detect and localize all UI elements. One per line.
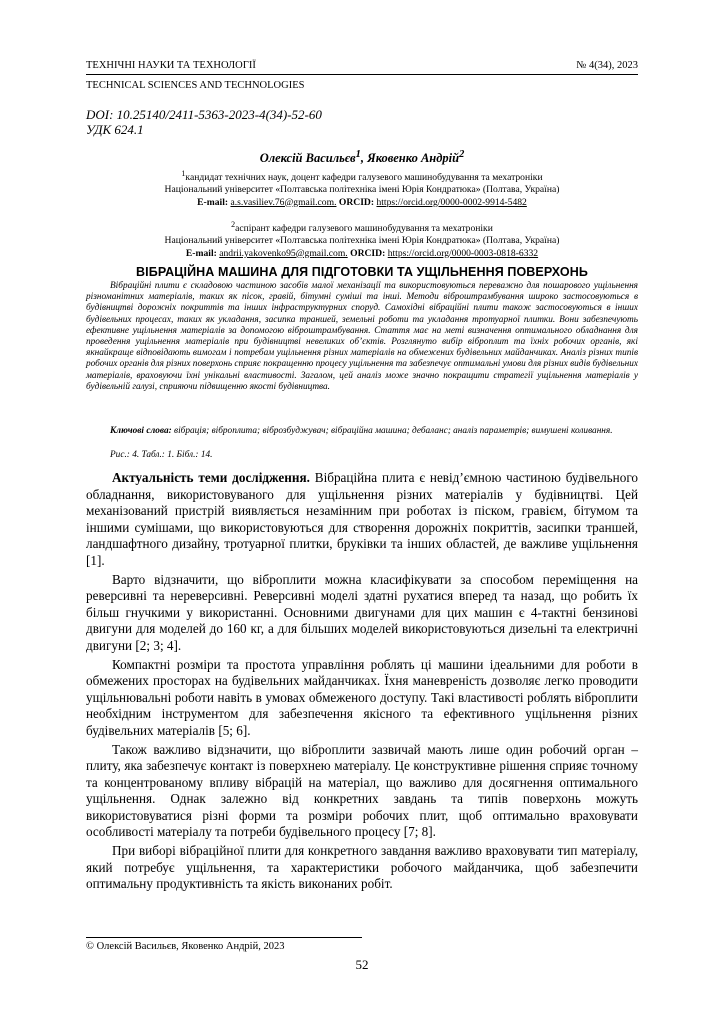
affiliation-2-position: аспірант кафедри галузевого машинобудування та мехатроніки	[235, 223, 493, 235]
affiliation-1-position: кандидат технічних наук, доцент кафедри галузевого машинобудування та мехатроніки	[185, 172, 543, 184]
copyright-footnote: © Олексій Васильєв, Яковенко Андрій, 2023	[86, 941, 285, 952]
running-header	[86, 60, 638, 91]
issue-number: № 4(34), 2023	[576, 60, 638, 71]
affiliation-2-orcid-link[interactable]: https://orcid.org/0000-0003-0818-6332	[387, 247, 539, 259]
paragraph-5: При виборі вібраційної плити для конкретного завдання важливо враховувати тип матеріалу, який потребує ущільнення, та характеристики робочого майданчика, щоб забезпечити оптимальну продуктивність та якість виконаних робіт.	[86, 843, 638, 892]
keywords-label: Ключові слова:	[110, 426, 172, 436]
affiliation-2-email-label: E-mail:	[185, 247, 217, 259]
author-2-sup: 2	[459, 149, 465, 160]
paragraph-1	[86, 470, 638, 570]
affiliation-2-email-link[interactable]: andrii.yakovenko95@gmail.com.	[219, 247, 348, 259]
paragraph-2: Варто відзначити, що віброплити можна класифікувати за способом переміщення на реверсивні та нереверсивні. Реверсивні моделі здатні рухатися вперед та назад, що робить їх більш гнучкими у використанні. Основними двигунами для цих машин є 4-тактні бензинові двигуни для моделей до 160 кг, а для більших моделей використовуються дизельні та електричні двигуни [2; 3; 4].	[86, 571, 638, 653]
author-1-sup: 1	[355, 149, 361, 160]
udc: УДК 624.1	[86, 122, 144, 137]
affiliation-1-orcid-link[interactable]: https://orcid.org/0000-0002-9914-5482	[376, 196, 527, 208]
paragraph-1-lead: Актуальність теми дослідження.	[112, 470, 310, 485]
figures-count: Рис.: 4. Табл.: 1. Бібл.: 14.	[110, 450, 213, 460]
article-body	[86, 470, 638, 895]
journal-title-en: TECHNICAL SCIENCES AND TECHNOLOGIES	[86, 80, 305, 91]
author-separator: ,	[360, 151, 368, 166]
abstract: Вібраційні плити є складовою частиною засобів малої механізації та використовуються переважно для пошарового ущільнення різноманітних матеріалів, таких як пісок, гравій, бітумні суміші та інші. Методи віброштрамбування широко застосовуються в будівництві дорожніх покриттів та інших інфраструктурних споруд. Самохідні вібраційні плити також застосовуються в інших будівельних процесах, таких як укладання, засипка траншей, земельні роботи та укладання тротуарної плитки. Вони забезпечують ефективне ущільнення матеріалів за допомогою віброштрамбування. Стаття має на меті визначення оптимального обладнання для проведення ущільнення матеріалів при будівництві невеликих об’єктів. Розглянуто вибір віброплит та їхніх робочих органів, які якнайкраще відповідають вимогам і потребам ущільнення різних матеріалів на обмежених будівельних майданчиках. Аналіз різних типів робочих органів для різних поверхонь сприяє покращенню процесу ущільнення та забезпечує оптимальні умови для різних видів будівельних матеріалів, враховуючи їхні унікальні властивості. Загалом, цей аналіз може значно покращити стратегії ущільнення матеріалів у будівельній галузі, сприяючи підвищенню якості будівництва.	[86, 281, 638, 392]
affiliation-1-email-link[interactable]: a.s.vasiliev.76@gmail.com.	[230, 196, 337, 208]
doi: DOI: 10.25140/2411-5363-2023-4(34)-52-60	[86, 107, 322, 122]
affiliation-2-university: Національний університет «Полтавська політехніка імені Юрія Кондратюка» (Полтава, Україна)	[164, 235, 560, 247]
paragraph-1-text: Вібраційна плита є невід’ємною частиною будівельного обладнання, використовуваного для ущільнення різних матеріалів у будівництві. Цей механізований пристрій виявляється незамінним при роботах із піском, гравієм, бітумом та іншими сумішами, що використовуються для створення дорожніх покриттів, засипки траншей, ландшафтного дизайну, тротуарної плитки, бруківки та інших областей, де важливе ущільнення [1].	[86, 470, 638, 568]
author-2: Яковенко Андрій	[367, 151, 460, 166]
paragraph-3: Компактні розміри та простота управління роблять ці машини ідеальними для роботи в обмежених просторах на будівельних майданчиках. Їхня маневреність дозволяє легко проводити ущільнювальні роботи навіть в умовах обмеженого доступу. Такі властивості роблять віброплити необхідним інструментом для забезпечення якісного та ефективного ущільнення різних будівельних матеріалів [5; 6].	[86, 656, 638, 738]
affiliation-2-orcid-label: ORCID:	[350, 247, 386, 259]
affiliation-1	[86, 168, 638, 209]
affiliation-1-sup: 1	[181, 169, 186, 178]
author-1: Олексій Васильєв	[259, 151, 356, 166]
keywords-text: вібрація; віброплита; віброзбуджувач; вібраційна машина; дебаланс; аналіз параметрів; вимушені коливання.	[171, 426, 613, 436]
footnote-divider	[86, 937, 362, 938]
article-identifiers	[86, 107, 322, 137]
authors-line	[86, 149, 638, 166]
affiliation-2	[86, 219, 638, 260]
article-title: ВІБРАЦІЙНА МАШИНА ДЛЯ ПІДГОТОВКИ ТА УЩІЛЬНЕННЯ ПОВЕРХОНЬ	[136, 265, 588, 279]
affiliation-1-university: Національний університет «Полтавська політехніка імені Юрія Кондратюка» (Полтава, Україна)	[164, 184, 560, 196]
header-top-row	[86, 60, 638, 75]
paragraph-4: Також важливо відзначити, що віброплити зазвичай мають лише один робочий орган – плиту, яка забезпечує контакт із поверхнею матеріалу. Це конструктивне рішення сприяє точному та концентрованому впливу вібрацій на матеріал, що важливо для досягнення оптимального ущільнення. Однак залежно від конкретних завдань та типів поверхонь можуть використовуватися різні форми та розміри робочих плит, щоб оптимально враховувати особливості матеріалу та потреби будівельного процесу [7; 8].	[86, 741, 638, 840]
journal-title-ua: ТЕХНІЧНІ НАУКИ ТА ТЕХНОЛОГІЇ	[86, 60, 256, 71]
keywords	[86, 426, 638, 437]
affiliation-1-orcid-label: ORCID:	[338, 196, 375, 208]
page-number: 52	[355, 957, 369, 972]
affiliation-1-email-label: E-mail:	[197, 196, 229, 208]
affiliation-2-sup: 2	[231, 220, 236, 229]
